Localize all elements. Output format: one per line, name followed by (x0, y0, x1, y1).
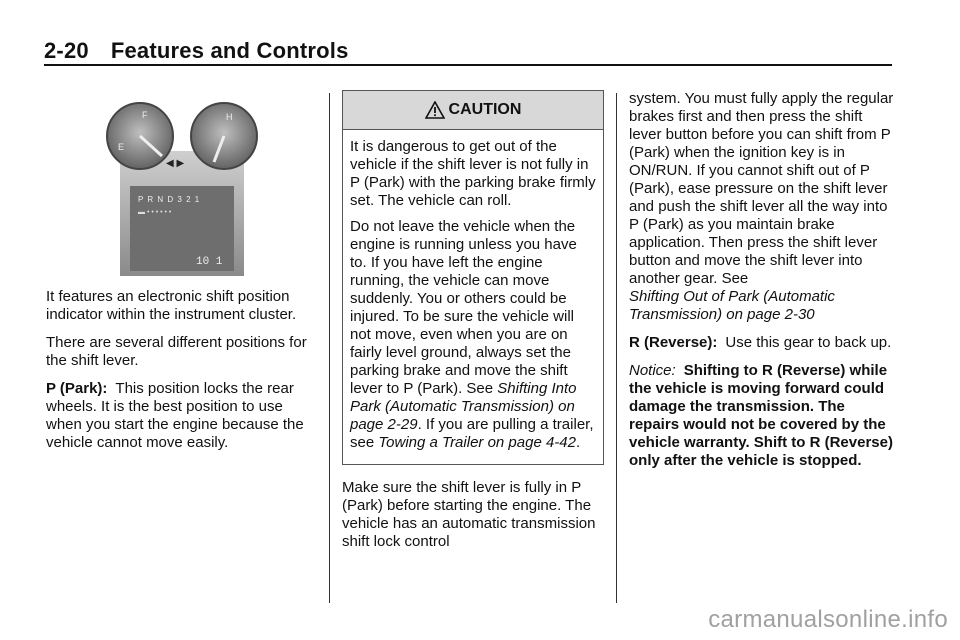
page-header (44, 38, 349, 64)
section-title: Features and Controls (110, 38, 349, 63)
park-label: P (Park): (46, 380, 108, 397)
caution-box (342, 90, 604, 465)
shift-lock-paragraph: Make sure the shift lever is fully in P (Park) before starting the engine. The vehicle has an automatic transmission shift lock control (342, 479, 596, 550)
caution-body (343, 130, 603, 464)
instrument-cluster-illustration (102, 96, 262, 276)
park-reference-link[interactable]: Shifting Into Park (Automatic Transmission) on page 2-29 (350, 380, 577, 433)
caution-text-a: Do not leave the vehicle when the engine is running unless you have to. If you have left the engine running, the vehicle can move suddenly. You or others could be injured. To be sure the vehicle will not move, even when you are on fairly level ground, always set the parking brake and move the shift lever to P (Park). See (350, 218, 577, 397)
shift-lock-continued (629, 90, 895, 324)
intro-paragraph: It features an electronic shift position indicator within the instrument cluster. (46, 288, 297, 323)
reverse-text: Use this gear to back up. (725, 334, 892, 351)
notice-paragraph (629, 362, 895, 470)
fuel-full-mark: F (142, 110, 148, 120)
caution-text-b: . If you are pulling a trailer, see (350, 416, 594, 451)
caution-header (343, 91, 603, 130)
temp-hot-mark: H (226, 112, 233, 122)
page-number: 2-20 (44, 38, 89, 63)
caution-title: CAUTION (448, 101, 522, 118)
park-paragraph (46, 380, 314, 452)
column-divider-left (329, 93, 330, 603)
column-2 (342, 90, 604, 561)
header-rule (44, 64, 892, 66)
column-1 (46, 90, 314, 462)
caution-text-c: . (575, 434, 581, 451)
watermark: carmanualsonline.info (708, 606, 948, 633)
reverse-paragraph (629, 334, 895, 352)
warning-triangle-icon (425, 101, 445, 119)
column-divider-right (616, 93, 617, 603)
positions-paragraph: There are several different positions for the shift lever. (46, 334, 307, 369)
column-3 (629, 90, 895, 480)
caution-paragraph-2 (350, 218, 596, 452)
odometer-readout: 10 1 (196, 256, 223, 268)
park-text: This position locks the rear wheels. It is the best position to use when you start the engine because the vehicle cannot move easily. (46, 380, 304, 451)
notice-label: Notice: (629, 362, 676, 379)
gear-dots: ▬ • • • • • • (138, 209, 172, 216)
turn-signal-arrows: ◀ ▶ (166, 158, 185, 169)
notice-text: Shifting to R (Reverse) while the vehicle is moving forward could damage the transmission. The repairs would not be covered by the vehicle warranty. Shift to R (Reverse) only after the vehicle is stopped. (629, 362, 893, 469)
gear-indicator: P R N D 3 2 1 (138, 195, 201, 204)
fuel-empty-mark: E (118, 142, 125, 152)
towing-reference-link[interactable]: Towing a Trailer on page 4-42 (378, 434, 576, 451)
shift-out-park-reference-link[interactable]: Shifting Out of Park (Automatic Transmission) on page 2-30 (629, 288, 835, 323)
caution-paragraph-1: It is dangerous to get out of the vehicle if the shift lever is not fully in P (Park) with the parking brake firmly set. The vehicle can roll. (350, 138, 596, 209)
reverse-label: R (Reverse): (629, 334, 718, 351)
shift-lock-text: system. You must fully apply the regular brakes first and then press the shift lever button before you can shift from P (Park) when the ignition key is in ON/RUN. If you cannot shift out of P (Park), ease pressure on the shift lever and push the shift lever all the way into P (Park) as you maintain brake application. Then press the shift lever button and move the shift lever into another gear. See (629, 90, 894, 287)
